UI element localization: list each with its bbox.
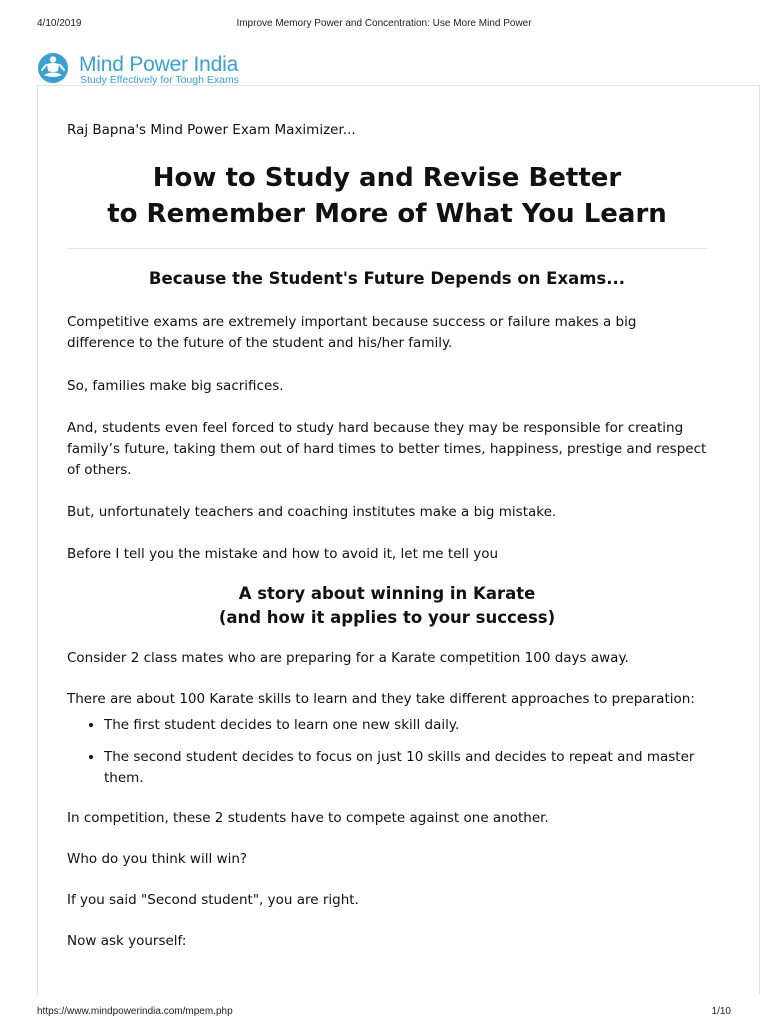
divider <box>67 248 707 249</box>
paragraph: And, students even feel forced to study hard because they may be responsible for creating family’s future, taking them out of hard times to better times, happiness, prestige and respect of others. <box>67 420 707 478</box>
paragraph: So, families make big sacrifices. <box>67 378 284 394</box>
page-number: 1/10 <box>711 1006 731 1017</box>
logo-tagline: Study Effectively for Tough Exams <box>80 74 239 86</box>
intro-line: Raj Bapna's Mind Power Exam Maximizer... <box>67 122 356 138</box>
article-content <box>67 120 707 952</box>
paragraph: If you said "Second student", you are right. <box>67 892 359 908</box>
paragraph: There are about 100 Karate skills to learn and they take different approaches to preparation: <box>67 691 695 707</box>
paragraph: Now ask yourself: <box>67 933 187 949</box>
section-subhead: Because the Student's Future Depends on Exams... <box>148 269 626 288</box>
site-logo[interactable] <box>37 51 297 89</box>
bullet-list <box>67 715 707 789</box>
paragraph: Who do you think will win? <box>67 851 248 867</box>
headline-line-1: How to Study and Revise Better <box>152 163 622 193</box>
paragraph: Consider 2 class mates who are preparing for a Karate competition 100 days away. <box>67 650 629 666</box>
paragraph: Competitive exams are extremely important because success or failure makes a big difference to the future of the student and his/her family. <box>67 314 637 351</box>
page-title <box>67 160 707 232</box>
paragraph: But, unfortunately teachers and coaching institutes make a big mistake. <box>67 504 557 520</box>
list-item: • The second student decides to focus on just 10 skills and decides to repeat and master them. <box>104 747 707 789</box>
article-card <box>37 85 760 995</box>
print-date: 4/10/2019 <box>37 18 82 29</box>
story-title-line-1: A story about winning in Karate <box>238 584 536 603</box>
print-page-title: Improve Memory Power and Concentration: Use More Mind Power <box>236 18 532 29</box>
headline-line-2: to Remember More of What You Learn <box>107 199 667 229</box>
print-header <box>0 0 768 28</box>
print-url: https://www.mindpowerindia.com/mpem.php <box>37 1006 233 1017</box>
list-item: • The first student decides to learn one new skill daily. <box>104 715 707 736</box>
print-footer <box>0 994 768 1024</box>
paragraph: Before I tell you the mistake and how to avoid it, let me tell you <box>67 546 499 562</box>
logo-name: Mind Power India <box>79 53 239 76</box>
meditating-figure-icon <box>37 51 75 85</box>
paragraph: In competition, these 2 students have to compete against one another. <box>67 810 549 826</box>
story-title-line-2: (and how it applies to your success) <box>218 608 556 627</box>
story-title <box>67 582 707 630</box>
